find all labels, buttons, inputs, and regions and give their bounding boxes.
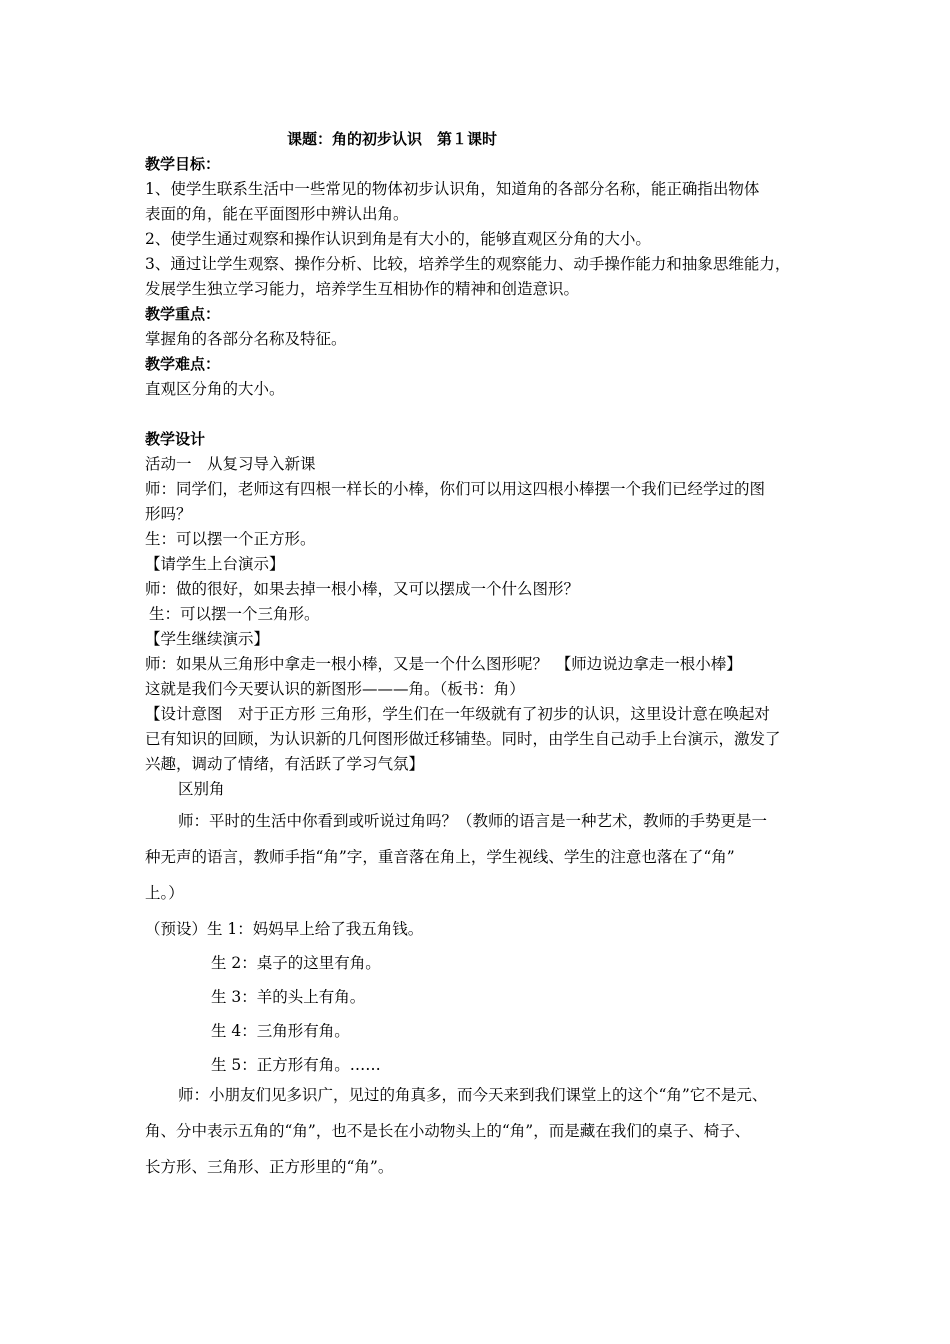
dialogue-line: 师：做的很好，如果去掉一根小棒，又可以摆成一个什么图形？ xyxy=(145,580,580,598)
dialogue-line: 生：可以摆一个三角形。 xyxy=(149,605,320,623)
objective-3-line-1: 3、通过让学生观察、操作分析、比较，培养学生的观察能力、动手操作能力和抽象思维能力， xyxy=(145,255,791,273)
paragraph-line: 长方形、三角形、正方形里的“角”。 xyxy=(145,1158,394,1176)
key-point-heading: 教学重点： xyxy=(145,305,221,323)
distinguish-heading: 区别角 xyxy=(178,780,225,798)
dialogue-line: 这就是我们今天要认识的新图形———角。（板书：角） xyxy=(145,680,525,698)
paragraph-line: 师：小朋友们见多识广，见过的角真多，而今天来到我们课堂上的这个“角”它不是元、 xyxy=(178,1086,768,1104)
preset-answer: 生 4：三角形有角。 xyxy=(211,1022,350,1040)
activity-1-heading: 活动一 从复习导入新课 xyxy=(145,455,316,473)
key-point-text: 掌握角的各部分名称及特征。 xyxy=(145,330,347,348)
dialogue-line: 形吗？ xyxy=(145,505,192,523)
objective-1-line-1: 1、使学生联系生活中一些常见的物体初步认识角，知道角的各部分名称，能正确指出物体 xyxy=(145,180,760,198)
design-intent-line: 兴趣，调动了情绪，有活跃了学习气氛】 xyxy=(145,755,425,773)
preset-answer: （预设）生 1：妈妈早上给了我五角钱。 xyxy=(145,920,424,938)
objective-1-line-2: 表面的角，能在平面图形中辨认出角。 xyxy=(145,205,409,223)
objectives-heading: 教学目标： xyxy=(145,155,221,173)
lesson-title: 课题：角的初步认识 第１课时 xyxy=(287,130,498,148)
objective-2: 2、使学生通过观察和操作认识到角是有大小的，能够直观区分角的大小。 xyxy=(145,230,651,248)
dialogue-line: 【请学生上台演示】 xyxy=(145,555,285,573)
design-heading: 教学设计 xyxy=(145,430,206,448)
difficulty-text: 直观区分角的大小。 xyxy=(145,380,285,398)
design-intent-line: 已有知识的回顾，为认识新的几何图形做迁移铺垫。同时，由学生自己动手上台演示，激发了 xyxy=(145,730,781,748)
design-intent-line: 【设计意图 对于正方形 三角形，学生们在一年级就有了初步的认识，这里设计意在唤起对 xyxy=(145,705,770,723)
paragraph-line: 上。） xyxy=(145,884,184,902)
preset-answer: 生 5：正方形有角。…… xyxy=(211,1056,381,1074)
paragraph-line: 种无声的语言，教师手指“角”字，重音落在角上，学生视线、学生的注意也落在了“角” xyxy=(145,848,735,866)
dialogue-line: 【学生继续演示】 xyxy=(145,630,270,648)
paragraph-line: 师：平时的生活中你看到或听说过角吗？（教师的语言是一种艺术，教师的手势更是一 xyxy=(178,812,768,830)
preset-answer: 生 3：羊的头上有角。 xyxy=(211,988,366,1006)
dialogue-line: 师：同学们，老师这有四根一样长的小棒，你们可以用这四根小棒摆一个我们已经学过的图 xyxy=(145,480,766,498)
objective-3-line-2: 发展学生独立学习能力，培养学生互相协作的精神和创造意识。 xyxy=(145,280,580,298)
difficulty-heading: 教学难点： xyxy=(145,355,221,373)
dialogue-line: 生：可以摆一个正方形。 xyxy=(145,530,316,548)
dialogue-line: 师：如果从三角形中拿走一根小棒，又是一个什么图形呢？ 【师边说边拿走一根小棒】 xyxy=(145,655,742,673)
paragraph-line: 角、分中表示五角的“角”，也不是长在小动物头上的“角”，而是藏在我们的桌子、椅子、 xyxy=(145,1122,751,1140)
preset-answer: 生 2：桌子的这里有角。 xyxy=(211,954,381,972)
